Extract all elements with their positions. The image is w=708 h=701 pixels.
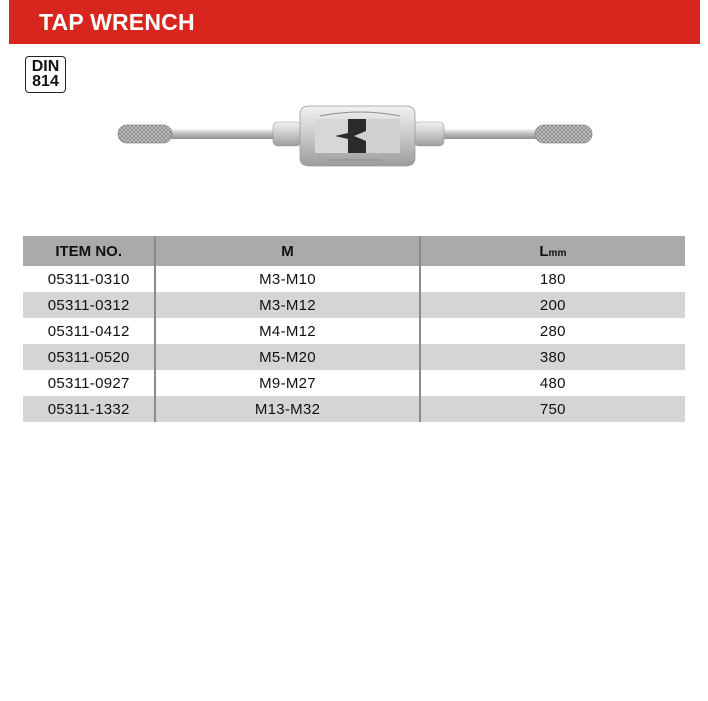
header-banner [9,0,700,44]
col-header-l-unit: mm [548,247,567,259]
cell-item: 05311-1332 [23,396,155,422]
left-rod [165,129,280,139]
right-rod [440,129,545,139]
table-row [23,318,685,344]
table-row [23,344,685,370]
col-header-l-main: L [539,242,549,260]
cell-l: 750 [420,396,685,422]
right-knurled-grip [535,125,592,143]
cell-m: M9-M27 [155,370,419,396]
right-collar [414,122,444,146]
din-badge-line1: DIN [31,58,60,75]
tap-wrench-image [110,100,600,172]
page-title: TAP WRENCH [39,9,195,35]
left-collar [273,122,301,146]
col-header-l [420,236,685,266]
cell-m: M5-M20 [155,344,419,370]
table-row [23,292,685,318]
cell-item: 05311-0927 [23,370,155,396]
cell-item: 05311-0312 [23,292,155,318]
table-header-row [23,236,685,266]
table-row [23,396,685,422]
spec-table [23,236,685,422]
cell-m: M3-M10 [155,266,419,292]
col-header-item: ITEM NO. [23,236,155,266]
cell-m: M4-M12 [155,318,419,344]
cell-l: 380 [420,344,685,370]
cell-l: 480 [539,374,566,392]
col-header-m: M [155,236,419,266]
cell-item: 05311-0520 [23,344,155,370]
cell-m: M13-M32 [155,396,419,422]
cell-l: 200 [420,292,685,318]
table-row [23,370,685,396]
din-badge [25,56,66,93]
cell-l: 280 [539,322,566,340]
cell-item: 05311-0310 [23,266,155,292]
cell-item: 05311-0412 [23,318,155,344]
left-knurled-grip [118,125,172,143]
cell-m: M3-M12 [155,292,419,318]
table-row [23,266,685,292]
cell-l: 180 [539,270,566,288]
din-badge-line2: 814 [32,73,59,90]
